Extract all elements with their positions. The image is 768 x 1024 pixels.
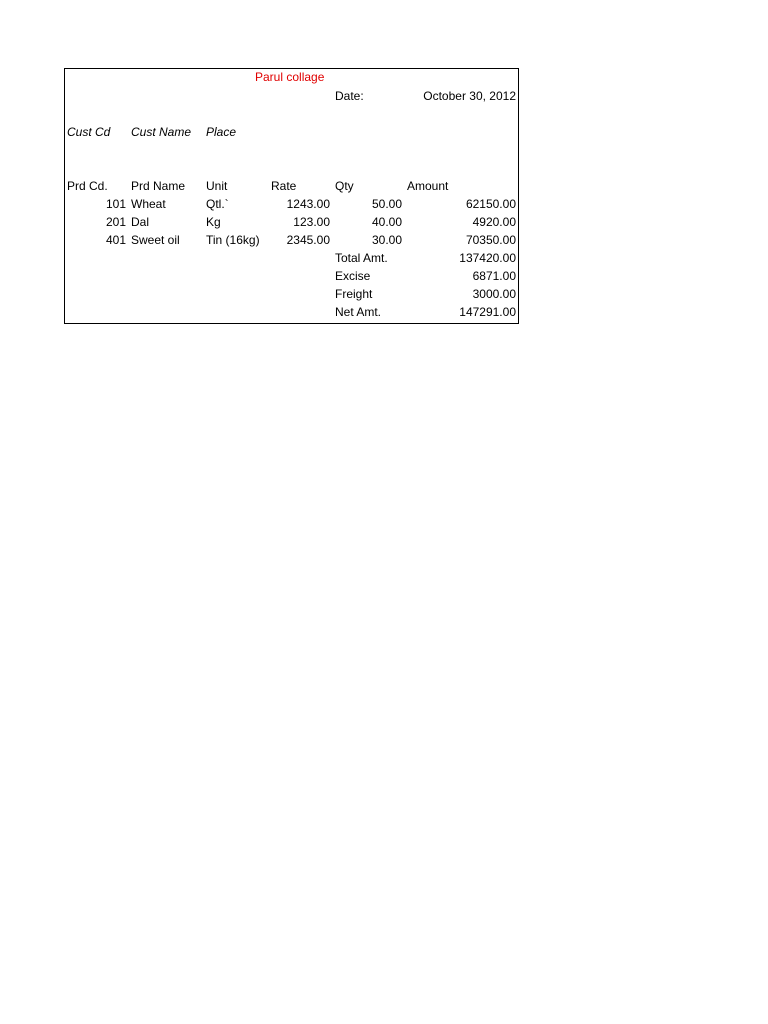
total-amt-value: 137420.00 [459, 251, 516, 265]
row-2-amount: 4920.00 [472, 215, 516, 229]
col-header-unit: Unit [206, 179, 228, 193]
row-2-qty: 40.00 [371, 215, 402, 229]
excise-label: Excise [335, 269, 371, 283]
excise-value: 6871.00 [472, 269, 516, 283]
net-amt-label: Net Amt. [335, 305, 382, 319]
row-2-name: Dal [131, 215, 150, 229]
total-amt-label: Total Amt. [335, 251, 388, 265]
freight-label: Freight [335, 287, 373, 301]
row-2-code: 201 [105, 215, 126, 229]
row-1-unit: Qtl.` [206, 197, 229, 211]
row-3-rate: 2345.00 [286, 233, 330, 247]
row-2-rate: 123.00 [293, 215, 330, 229]
net-amt-value: 147291.00 [459, 305, 516, 319]
freight-value: 3000.00 [472, 287, 516, 301]
row-3-name: Sweet oil [131, 233, 180, 247]
row-3-unit: Tin (16kg) [206, 233, 260, 247]
row-1-name: Wheat [131, 197, 166, 211]
row-1-code: 101 [105, 197, 126, 211]
cust-name-label: Cust Name [131, 125, 192, 139]
col-header-rate: Rate [271, 179, 297, 193]
invoice-sheet [64, 68, 519, 324]
date-value: October 30, 2012 [423, 89, 516, 103]
row-1-rate: 1243.00 [286, 197, 330, 211]
sheet-title: Parul collage [255, 70, 325, 84]
row-3-amount: 70350.00 [465, 233, 516, 247]
col-header-prd-cd: Prd Cd. [67, 179, 108, 193]
date-label: Date: [335, 89, 364, 103]
row-2-unit: Kg [206, 215, 221, 229]
col-header-prd-name: Prd Name [131, 179, 186, 193]
col-header-amount: Amount [407, 179, 449, 193]
place-label: Place [206, 125, 237, 139]
cust-cd-label: Cust Cd [67, 125, 111, 139]
row-1-qty: 50.00 [371, 197, 402, 211]
col-header-qty: Qty [335, 179, 354, 193]
row-3-code: 401 [105, 233, 126, 247]
row-1-amount: 62150.00 [465, 197, 516, 211]
row-3-qty: 30.00 [371, 233, 402, 247]
